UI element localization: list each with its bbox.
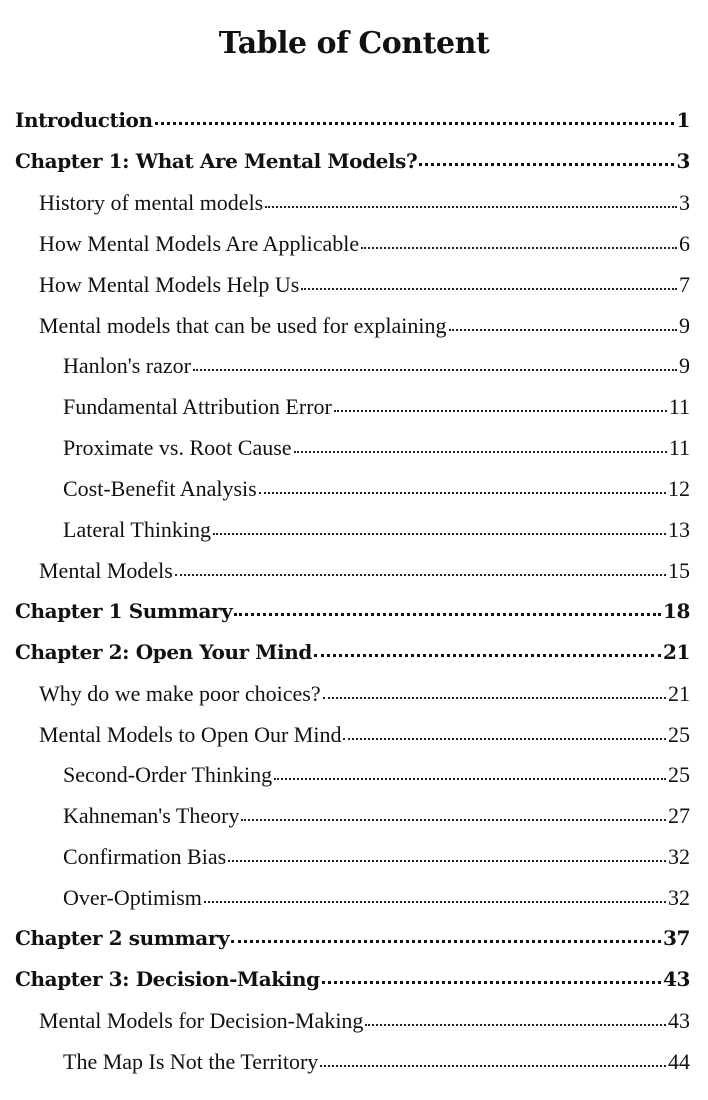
toc-entry-page-number: 21 — [668, 680, 690, 706]
toc-subsection-entry[interactable] — [63, 517, 690, 557]
dot-leader — [449, 329, 678, 331]
dot-leader — [155, 122, 675, 125]
toc-section-entry[interactable] — [39, 1008, 690, 1048]
toc-entry-page-number: 21 — [662, 639, 690, 664]
toc-subsection-entry[interactable] — [63, 803, 690, 843]
dot-leader — [294, 451, 667, 453]
dot-leader — [274, 778, 666, 780]
dot-leader — [228, 860, 666, 862]
toc-chapter-entry[interactable] — [15, 926, 690, 966]
toc-entry-title: Cost-Benefit Analysis — [63, 476, 257, 502]
toc-chapter-entry[interactable] — [15, 149, 690, 189]
dot-leader — [361, 247, 677, 249]
toc-section-entry[interactable] — [39, 722, 690, 762]
toc-entry-page-number: 43 — [662, 966, 690, 991]
toc-entry-page-number: 1 — [676, 108, 690, 132]
toc-section-entry[interactable] — [39, 231, 690, 271]
toc-chapter-entry[interactable] — [15, 108, 690, 148]
toc-subsection-entry[interactable] — [63, 1049, 690, 1089]
toc-entry-title: Mental Models to Open Our Mind — [39, 721, 342, 747]
toc-entry-page-number: 15 — [668, 557, 690, 583]
dot-leader — [365, 1024, 666, 1026]
toc-entry-title: Proximate vs. Root Cause — [63, 435, 292, 461]
toc-entry-title: Mental models that can be used for explaining — [39, 312, 447, 338]
dot-leader — [175, 574, 666, 576]
dot-leader — [419, 163, 674, 166]
toc-entry-title: Second-Order Thinking — [63, 762, 273, 788]
toc-section-entry[interactable] — [39, 190, 690, 230]
toc-entry-title: Chapter 1 Summary — [15, 598, 233, 623]
toc-chapter-entry[interactable] — [15, 967, 690, 1007]
toc-subsection-entry[interactable] — [63, 435, 690, 475]
toc-entry-title: Kahneman's Theory — [63, 803, 240, 829]
toc-entry-page-number: 27 — [668, 803, 690, 829]
toc-subsection-entry[interactable] — [63, 476, 690, 516]
dot-leader — [334, 410, 667, 412]
toc-entry-title: Chapter 3: Decision-Making — [15, 966, 320, 991]
dot-leader — [213, 533, 666, 535]
toc-entry-title: Chapter 2: Open Your Mind — [15, 639, 312, 664]
toc-entry-title: Why do we make poor choices? — [39, 680, 321, 706]
toc-entry-page-number: 11 — [668, 394, 690, 420]
dot-leader — [343, 738, 666, 740]
dot-leader — [301, 288, 677, 290]
toc-entry-page-number: 9 — [679, 353, 690, 379]
toc-entry-page-number: 25 — [668, 721, 690, 747]
toc-entry-title: History of mental models — [39, 189, 264, 215]
toc-chapter-entry[interactable] — [15, 599, 690, 639]
toc-entry-page-number: 25 — [668, 762, 690, 788]
toc-entry-title: How Mental Models Help Us — [39, 271, 300, 297]
toc-subsection-entry[interactable] — [63, 394, 690, 434]
dot-leader — [204, 901, 666, 903]
toc-entry-title: Mental Models for Decision-Making — [39, 1007, 364, 1033]
toc-entry-title: Confirmation Bias — [63, 844, 227, 870]
toc-section-entry[interactable] — [39, 681, 690, 721]
dot-leader — [322, 981, 661, 984]
toc-entry-page-number: 9 — [679, 312, 690, 338]
dot-leader — [231, 940, 661, 943]
toc-section-entry[interactable] — [39, 558, 690, 598]
dot-leader — [314, 654, 661, 657]
toc-entry-page-number: 3 — [676, 148, 690, 173]
toc-entry-title: Chapter 2 summary — [15, 926, 230, 950]
toc-entry-title: Over-Optimism — [63, 885, 202, 911]
toc-entry-title: How Mental Models Are Applicable — [39, 230, 360, 256]
toc-entry-page-number: 7 — [679, 271, 690, 297]
toc-entry-title: Lateral Thinking — [63, 517, 212, 542]
toc-entry-title: Chapter 1: What Are Mental Models? — [15, 148, 418, 173]
toc-entry-page-number: 18 — [662, 598, 690, 623]
toc-entry-title: The Map Is Not the Territory — [63, 1048, 319, 1074]
dot-leader — [265, 206, 677, 208]
dot-leader — [234, 613, 661, 616]
toc-subsection-entry[interactable] — [63, 844, 690, 884]
toc-entry-title: Hanlon's razor — [63, 353, 191, 379]
toc-entry-page-number: 43 — [668, 1007, 690, 1033]
dot-leader — [323, 697, 666, 699]
toc-entry-title: Fundamental Attribution Error — [63, 394, 332, 420]
toc-section-entry[interactable] — [39, 272, 690, 312]
toc-entry-page-number: 32 — [668, 885, 690, 911]
toc-entry-page-number: 11 — [668, 435, 690, 461]
toc-entry-title: Mental Models — [39, 557, 173, 583]
toc-entry-page-number: 44 — [668, 1048, 690, 1074]
toc-entry-page-number: 32 — [668, 844, 690, 870]
toc-chapter-entry[interactable] — [15, 640, 690, 680]
toc-entry-page-number: 37 — [662, 926, 690, 950]
toc-entry-page-number: 13 — [668, 517, 690, 542]
toc-entry-page-number: 3 — [679, 189, 690, 215]
dot-leader — [259, 492, 666, 494]
dot-leader — [193, 369, 677, 371]
toc-entry-title: Introduction — [15, 108, 153, 132]
page-title: Table of Content — [218, 26, 490, 62]
toc-subsection-entry[interactable] — [63, 762, 690, 802]
toc-entry-page-number: 12 — [668, 476, 690, 502]
toc-subsection-entry[interactable] — [63, 885, 690, 925]
toc-section-entry[interactable] — [39, 313, 690, 353]
dot-leader — [241, 819, 666, 821]
toc-subsection-entry[interactable] — [63, 353, 690, 393]
dot-leader — [320, 1065, 666, 1067]
toc-entry-page-number: 6 — [679, 230, 690, 256]
